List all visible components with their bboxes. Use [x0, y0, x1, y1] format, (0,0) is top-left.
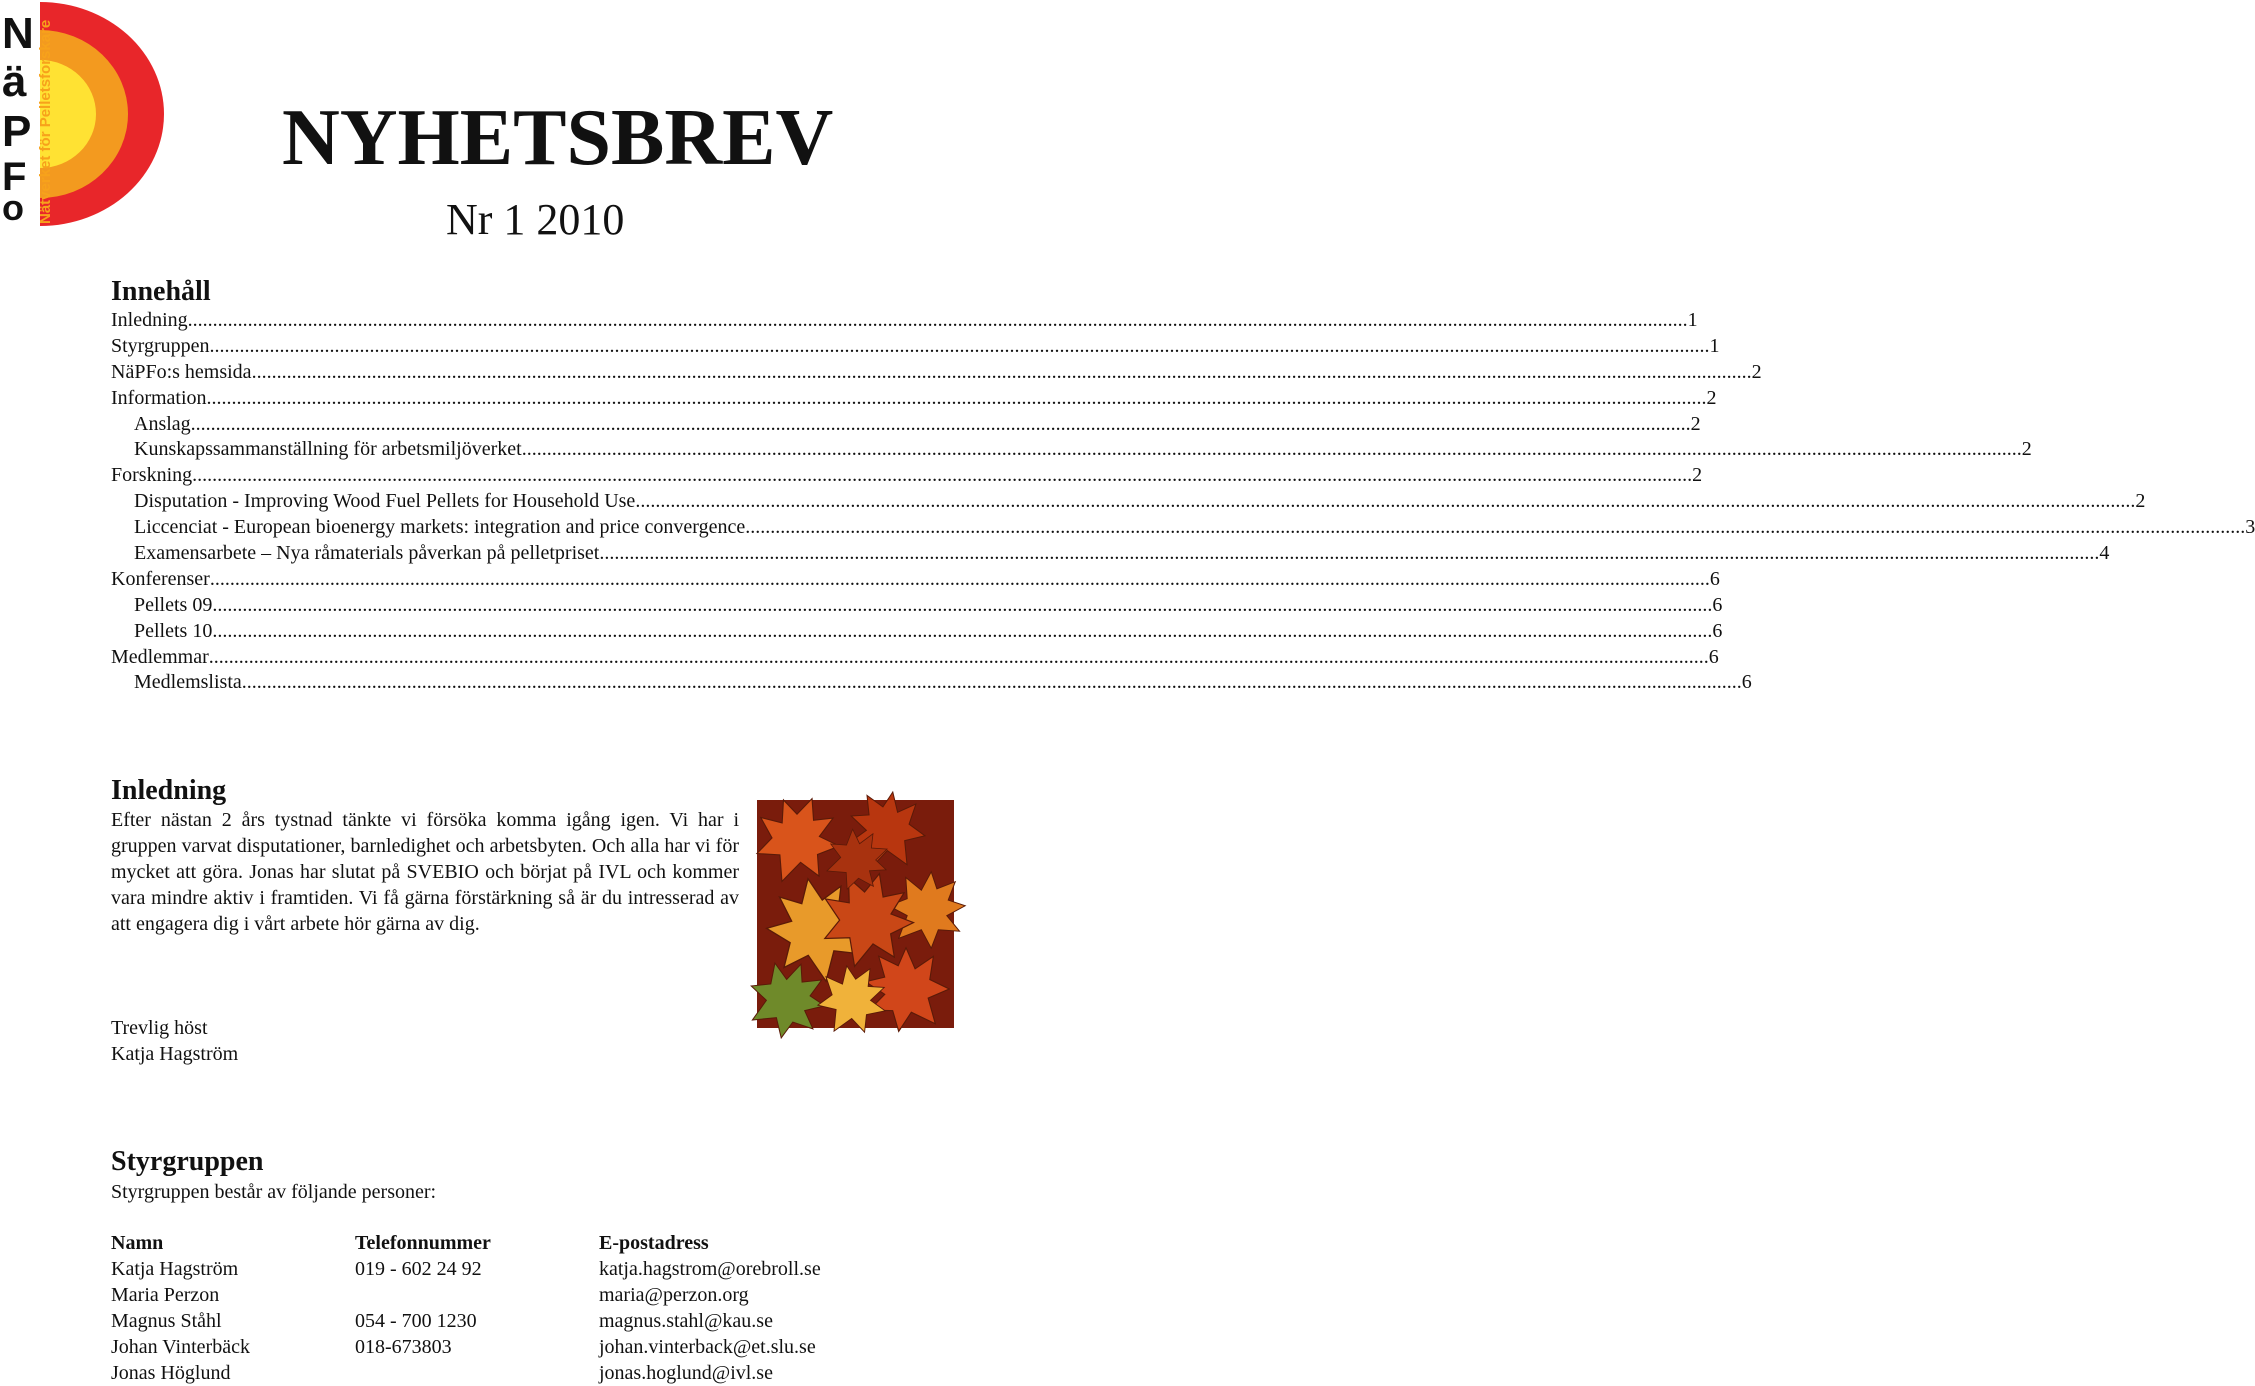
toc-entry-page: 2: [2021, 438, 2032, 461]
toc-entry-page: 6: [1709, 567, 1720, 590]
toc-entry-page: 6: [1712, 593, 1723, 616]
toc-entry[interactable]: [111, 514, 2255, 540]
toc-dot-leader: ............................................................................................................................................................................................................................................................................................................: [209, 334, 1710, 357]
toc-dot-leader: ............................................................................................................................................................................................................................................................................................................: [745, 516, 2246, 539]
toc-dot-leader: ............................................................................................................................................................................................................................................................................................................: [212, 619, 1713, 642]
member-email: maria@perzon.org: [599, 1284, 749, 1306]
table-row: [111, 1256, 821, 1282]
toc-heading: Innehåll: [111, 276, 211, 307]
toc-entry-label: NäPFo:s hemsida: [111, 360, 252, 383]
member-phone: 054 - 700 1230: [355, 1310, 477, 1332]
toc-entry-page: 6: [1708, 645, 1719, 668]
toc-dot-leader: ............................................................................................................................................................................................................................................................................................................: [209, 567, 1710, 590]
napfo-logo: [0, 0, 172, 228]
toc-entry-page: 3: [2245, 516, 2255, 539]
toc-entry[interactable]: [111, 644, 1719, 670]
toc-entry-label: Pellets 10: [134, 619, 213, 642]
table-row: [111, 1360, 821, 1386]
toc-entry-page: 4: [2099, 542, 2110, 565]
column-header-phone: Telefonnummer: [355, 1232, 491, 1254]
toc-dot-leader: ............................................................................................................................................................................................................................................................................................................: [192, 464, 1693, 487]
toc-entry-page: 6: [1741, 671, 1752, 694]
toc-entry[interactable]: [111, 566, 1720, 592]
toc-entry-label: Medlemslista: [134, 671, 242, 694]
greeting: Trevlig höst: [111, 1017, 208, 1039]
newsletter-title: NYHETSBREV: [282, 94, 834, 182]
toc-entry-page: 2: [1706, 386, 1717, 409]
member-email: johan.vinterback@et.slu.se: [599, 1336, 816, 1358]
member-phone: 018-673803: [355, 1336, 452, 1358]
toc-dot-leader: ............................................................................................................................................................................................................................................................................................................: [208, 645, 1709, 668]
board-members-table: [111, 1230, 821, 1386]
member-email: magnus.stahl@kau.se: [599, 1310, 773, 1332]
toc-entry-label: Styrgruppen: [111, 334, 210, 357]
toc-entry[interactable]: [111, 307, 1698, 333]
toc-entry[interactable]: [111, 488, 2146, 514]
intro-heading: Inledning: [111, 775, 227, 806]
toc-entry[interactable]: [111, 385, 1717, 411]
toc-entry-page: 2: [1690, 412, 1701, 435]
member-name: Katja Hagström: [111, 1258, 239, 1280]
toc-entry-label: Disputation - Improving Wood Fuel Pellets for Household Use: [134, 490, 636, 513]
toc-entry-page: 2: [2135, 490, 2146, 513]
toc-entry-label: Examensarbete – Nya råmaterials påverkan på pelletpriset: [134, 542, 600, 565]
issue-number: Nr 1 2010: [446, 195, 625, 244]
signature: Katja Hagström: [111, 1043, 239, 1065]
table-row: [111, 1308, 821, 1334]
toc-entry[interactable]: [111, 618, 1723, 644]
toc-dot-leader: ............................................................................................................................................................................................................................................................................................................: [212, 593, 1713, 616]
autumn-leaves-photo: [757, 800, 954, 1028]
column-header-name: Namn: [111, 1232, 164, 1254]
board-intro: Styrgruppen består av följande personer:: [111, 1181, 437, 1203]
toc-dot-leader: ............................................................................................................................................................................................................................................................................................................: [241, 671, 1742, 694]
table-row: [111, 1334, 821, 1360]
toc-dot-leader: ............................................................................................................................................................................................................................................................................................................: [521, 438, 2022, 461]
toc-entry[interactable]: [111, 333, 1720, 359]
logo-letter-a: ä: [2, 57, 27, 106]
toc-entry[interactable]: [111, 540, 2110, 566]
toc-entry-label: Liccenciat - European bioenergy markets: integration and price convergence: [134, 516, 746, 539]
logo-letter-f: F: [2, 155, 27, 199]
logo-letter-o: o: [2, 187, 24, 228]
member-name: Maria Perzon: [111, 1284, 220, 1306]
member-name: Johan Vinterbäck: [111, 1336, 250, 1358]
toc-dot-leader: ............................................................................................................................................................................................................................................................................................................: [251, 360, 1752, 383]
logo-letter-p: P: [2, 107, 32, 156]
member-phone: [355, 1282, 599, 1308]
toc-entry-page: 2: [1751, 360, 1762, 383]
toc-entry[interactable]: [111, 411, 1701, 437]
board-heading: Styrgruppen: [111, 1146, 264, 1177]
toc-entry[interactable]: [111, 669, 1752, 695]
logo-tagline: Nätverket för Pelletsforskare: [37, 19, 54, 224]
toc-entry-page: 1: [1709, 334, 1720, 357]
toc-entry[interactable]: [111, 436, 2032, 462]
toc-entry-label: Kunskapssammanställning för arbetsmiljöverket: [134, 438, 522, 461]
toc-dot-leader: ............................................................................................................................................................................................................................................................................................................: [190, 412, 1691, 435]
member-name: Magnus Ståhl: [111, 1310, 222, 1332]
toc-entry-label: Inledning: [111, 309, 188, 331]
member-phone: 019 - 602 24 92: [355, 1258, 482, 1280]
toc-dot-leader: ............................................................................................................................................................................................................................................................................................................: [635, 490, 2136, 513]
toc-entry[interactable]: [111, 592, 1723, 618]
toc-dot-leader: ............................................................................................................................................................................................................................................................................................................: [599, 542, 2100, 565]
table-header-row: [111, 1230, 821, 1256]
member-name: Jonas Höglund: [111, 1362, 231, 1384]
toc-entry[interactable]: [111, 462, 1703, 488]
member-email: jonas.hoglund@ivl.se: [599, 1362, 773, 1384]
toc-entry-page: 6: [1712, 619, 1723, 642]
member-phone: [355, 1360, 599, 1386]
toc-entry-label: Information: [111, 386, 207, 409]
toc-entry-page: 2: [1692, 464, 1703, 487]
toc-entry-label: Pellets 09: [134, 593, 213, 616]
logo-letter-n: N: [2, 9, 34, 58]
toc-entry-label: Konferenser: [111, 567, 210, 590]
toc-entry[interactable]: [111, 359, 1762, 385]
signoff: [111, 1015, 238, 1067]
toc-entry-label: Anslag: [134, 412, 191, 435]
column-header-email: E-postadress: [599, 1232, 709, 1254]
toc-dot-leader: ............................................................................................................................................................................................................................................................................................................: [187, 309, 1688, 331]
table-of-contents: [111, 307, 2255, 695]
intro-paragraph: Efter nästan 2 års tystnad tänkte vi försöka komma igång igen. Vi har i gruppen varvat disputationer, barnledighet och arbetsbyten. Och alla har vi för mycket att göra. Jonas har slutat på SVEBIO och börjat på IVL och kommer vara mindre aktiv i framtiden. Vi få gärna förstärkning så är du intresserad av att engagera dig i vårt arbete hör gärna av dig.: [111, 809, 739, 935]
toc-dot-leader: ............................................................................................................................................................................................................................................................................................................: [206, 386, 1707, 409]
toc-entry-label: Medlemmar: [111, 645, 209, 668]
member-email: katja.hagstrom@orebroll.se: [599, 1258, 821, 1280]
toc-entry-page: 1: [1687, 309, 1698, 331]
toc-entry-label: Forskning: [111, 464, 193, 487]
table-row: [111, 1282, 821, 1308]
